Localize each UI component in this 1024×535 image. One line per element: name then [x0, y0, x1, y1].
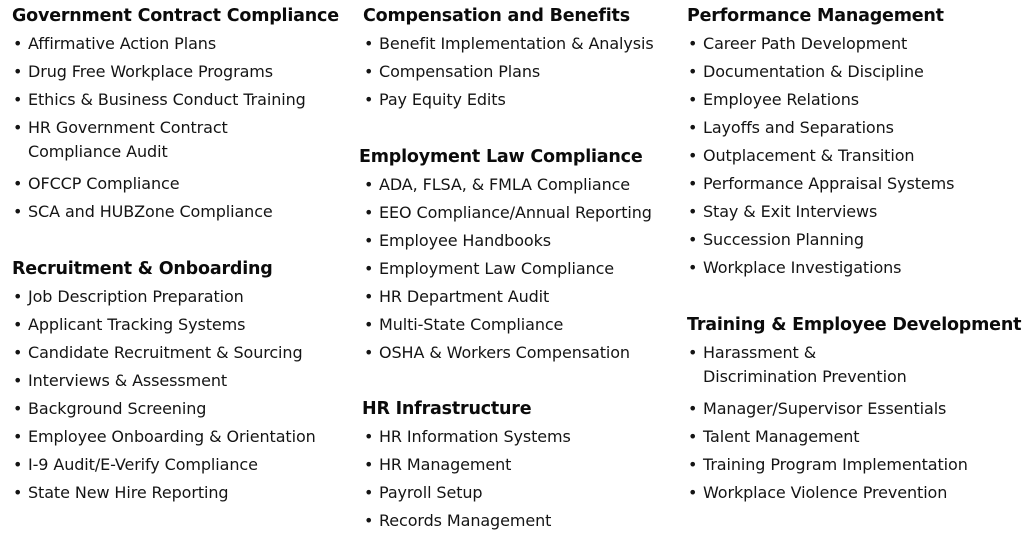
bullet-icon: •: [364, 34, 374, 53]
bullet-icon: •: [13, 202, 23, 221]
bullet-icon: •: [688, 258, 698, 277]
list-item: • Employee Relations: [687, 86, 1017, 114]
bullet-icon: •: [364, 511, 374, 530]
list-item: • Harassment & Discrimination Prevention: [688, 343, 907, 386]
list-item: • State New Hire Reporting: [12, 479, 352, 507]
list-item: • Background Screening: [12, 395, 352, 423]
list-item: • Workplace Investigations: [687, 254, 1017, 282]
item-list: [687, 339, 1017, 507]
section-compensation-benefits: [363, 6, 683, 114]
bullet-icon: •: [364, 483, 374, 502]
bullet-icon: •: [688, 343, 698, 362]
bullet-icon: •: [13, 315, 23, 334]
bullet-icon: •: [13, 287, 23, 306]
list-item: • Career Path Development: [687, 30, 1017, 58]
bullet-icon: •: [688, 202, 698, 221]
list-item: • SCA and HUBZone Compliance: [12, 198, 352, 226]
list-item: • Applicant Tracking Systems: [12, 311, 352, 339]
bullet-icon: •: [364, 287, 374, 306]
section-training-employee-development: [687, 315, 1022, 507]
bullet-icon: •: [364, 203, 374, 222]
list-item: • Talent Management: [687, 423, 1017, 451]
bullet-icon: •: [688, 62, 698, 81]
list-item: • OFCCP Compliance: [12, 170, 352, 198]
list-item: • Job Description Preparation: [12, 283, 352, 311]
section-hr-infrastructure: [362, 399, 682, 535]
bullet-icon: •: [13, 174, 23, 193]
list-item: • Succession Planning: [687, 226, 1017, 254]
bullet-icon: •: [13, 483, 23, 502]
bullet-icon: •: [13, 455, 23, 474]
list-item: • Layoffs and Separations: [687, 114, 1017, 142]
list-item: • Performance Appraisal Systems: [687, 170, 1017, 198]
list-item: • Workplace Violence Prevention: [687, 479, 1017, 507]
bullet-icon: •: [13, 343, 23, 362]
bullet-icon: •: [364, 175, 374, 194]
section-employment-law-compliance: [359, 147, 679, 367]
list-item: • Training Program Implementation: [687, 451, 1017, 479]
bullet-icon: •: [688, 483, 698, 502]
list-item: • HR Information Systems: [363, 423, 682, 451]
section-title: HR Infrastructure: [362, 399, 532, 419]
section-title: Employment Law Compliance: [359, 147, 643, 167]
list-item: • OSHA & Workers Compensation: [363, 339, 679, 367]
bullet-icon: •: [688, 90, 698, 109]
item-list: [363, 171, 679, 367]
bullet-icon: •: [364, 343, 374, 362]
bullet-icon: •: [688, 230, 698, 249]
bullet-icon: •: [13, 371, 23, 390]
list-item: • Drug Free Workplace Programs: [12, 58, 352, 86]
list-item: • HR Department Audit: [363, 283, 679, 311]
list-item: • I-9 Audit/E-Verify Compliance: [12, 451, 352, 479]
section-performance-management: [687, 6, 1017, 282]
section-title: Training & Employee Development: [687, 315, 1022, 335]
bullet-icon: •: [364, 315, 374, 334]
list-item: • Compensation Plans: [363, 58, 683, 86]
item-list: [687, 30, 1017, 282]
bullet-icon: •: [688, 427, 698, 446]
list-item: • Manager/Supervisor Essentials: [687, 395, 1017, 423]
section-title: Recruitment & Onboarding: [12, 259, 273, 279]
bullet-icon: •: [13, 90, 23, 109]
bullet-icon: •: [13, 399, 23, 418]
item-list: [12, 283, 352, 507]
cropped-heading: [0, 0, 1024, 2]
list-item: • Pay Equity Edits: [363, 86, 683, 114]
section-title: Performance Management: [687, 6, 944, 26]
bullet-icon: •: [364, 455, 374, 474]
list-item: • ADA, FLSA, & FMLA Compliance: [363, 171, 679, 199]
list-item: • Ethics & Business Conduct Training: [12, 86, 352, 114]
bullet-icon: •: [688, 118, 698, 137]
list-item: • Stay & Exit Interviews: [687, 198, 1017, 226]
list-item: • HR Government Contract Compliance Audit: [13, 118, 228, 161]
bullet-icon: •: [688, 146, 698, 165]
bullet-icon: •: [688, 399, 698, 418]
list-item: • Outplacement & Transition: [687, 142, 1017, 170]
list-item: • EEO Compliance/Annual Reporting: [363, 199, 679, 227]
list-item: • Employment Law Compliance: [363, 255, 679, 283]
bullet-icon: •: [13, 118, 23, 137]
list-item: • Affirmative Action Plans: [12, 30, 352, 58]
item-list: [363, 30, 683, 114]
list-item: • Benefit Implementation & Analysis: [363, 30, 683, 58]
bullet-icon: •: [13, 427, 23, 446]
bullet-icon: •: [13, 34, 23, 53]
bullet-icon: •: [364, 231, 374, 250]
bullet-icon: •: [688, 174, 698, 193]
bullet-icon: •: [364, 62, 374, 81]
item-list: [363, 423, 682, 535]
section-title: Government Contract Compliance: [12, 6, 339, 26]
list-item: • Employee Onboarding & Orientation: [12, 423, 352, 451]
bullet-icon: •: [364, 427, 374, 446]
list-item: • Employee Handbooks: [363, 227, 679, 255]
list-item: • Candidate Recruitment & Sourcing: [12, 339, 352, 367]
item-list: [12, 30, 352, 226]
bullet-icon: •: [364, 90, 374, 109]
list-item: • Multi-State Compliance: [363, 311, 679, 339]
list-item: • HR Management: [363, 451, 682, 479]
bullet-icon: •: [688, 34, 698, 53]
bullet-icon: •: [13, 62, 23, 81]
section-recruitment-onboarding: [12, 259, 352, 507]
bullet-icon: •: [364, 259, 374, 278]
list-item: • Documentation & Discipline: [687, 58, 1017, 86]
bullet-icon: •: [688, 455, 698, 474]
list-item: • Payroll Setup: [363, 479, 682, 507]
section-government-contract-compliance: [12, 6, 352, 226]
list-item: • Interviews & Assessment: [12, 367, 352, 395]
section-title: Compensation and Benefits: [363, 6, 630, 26]
list-item: • Records Management: [363, 507, 682, 535]
